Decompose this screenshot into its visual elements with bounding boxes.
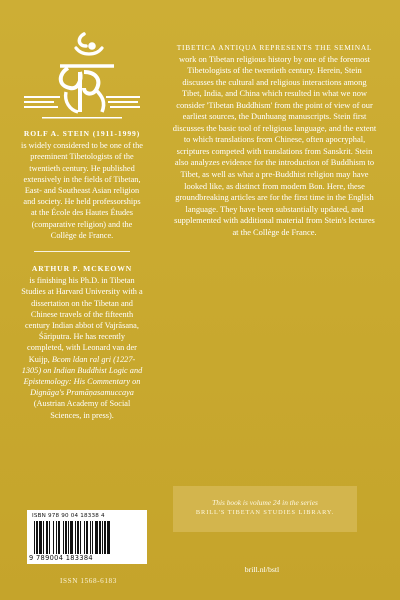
description-lead: TIBETICA ANTIQUA REPRESENTS THE SEMINAL bbox=[176, 43, 373, 52]
description-body: work on Tibetan religious history by one of the foremost Tibetologists of the twentieth century. Herein, Stein discusses the cultural and religious interactions among Tibet, India, and China which resulted in what we now consider 'Tibetan Buddhism' from the point of view of our earliest sources, the Dunhuang manuscripts. Stein first discusses the basic tool of religious language, and the extent to which translations from Chinese, often apocryphal, scriptures competed with translations from Sanskrit. Stein also analyzes evidence for the introduction of Buddhism to Tibet, as well as what a pre-Buddhist religion may have looked like, as distinct from modern Bon. Here, these groundbreaking articles are for the first time in the English language. They have been substantially updated, and supplemented with additional material from Stein's lectures at the Collège de France. bbox=[172, 53, 377, 237]
divider bbox=[34, 251, 130, 252]
author-name: ROLF A. STEIN (1911-1999) bbox=[23, 129, 141, 138]
translator-bio-text: is finishing his Ph.D. in Tibetan Studies at Harvard University with a dissertation on the Tibetan and Chinese travels of the fifteenth century Indian abbot of Vajrāsana, Śāriputra. He has recently completed, with Leonard van der Kuijp, bbox=[21, 276, 143, 364]
translator-name: ARTHUR P. MCKEOWN bbox=[31, 264, 133, 274]
book-description bbox=[172, 42, 377, 238]
series-note-panel bbox=[173, 486, 357, 532]
isbn-label: ISBN 978 90 04 18338 4 bbox=[32, 513, 105, 519]
issn-number: ISSN 1568-6183 bbox=[60, 577, 117, 585]
publisher-url: brill.nl/bstl bbox=[244, 565, 280, 574]
barcode bbox=[27, 510, 147, 564]
translator-bio-text-end: (Austrian Academy of Social Sciences, in press). bbox=[33, 399, 131, 420]
description-paragraph bbox=[172, 42, 377, 238]
book-title-italic: Bcom ldan ral gri (1227-1305) on Indian Buddhist Logic and Epistemology: His Commentary on Dignāga's Pramāṇasamuccaya bbox=[21, 354, 143, 398]
series-volume-note: This book is volume 24 in the series bbox=[212, 498, 318, 507]
barcode-bars-icon bbox=[32, 521, 142, 554]
series-name: BRILL'S TIBETAN STUDIES LIBRARY. bbox=[195, 509, 335, 516]
translator-bio bbox=[20, 275, 144, 421]
author-bio: is widely considered to be one of the preeminent Tibetologists of the twentieth century. He published extensively in the fields of Tibetan, East- and Southeast Asian religion and society. He held professorships at the École des Hautes Études (comparative religion) and the Collège de France. bbox=[21, 141, 143, 240]
barcode-digits: 9 789004 183384 bbox=[29, 554, 93, 562]
om-syllable-logo-icon bbox=[22, 28, 142, 124]
author-biographies bbox=[20, 128, 144, 421]
